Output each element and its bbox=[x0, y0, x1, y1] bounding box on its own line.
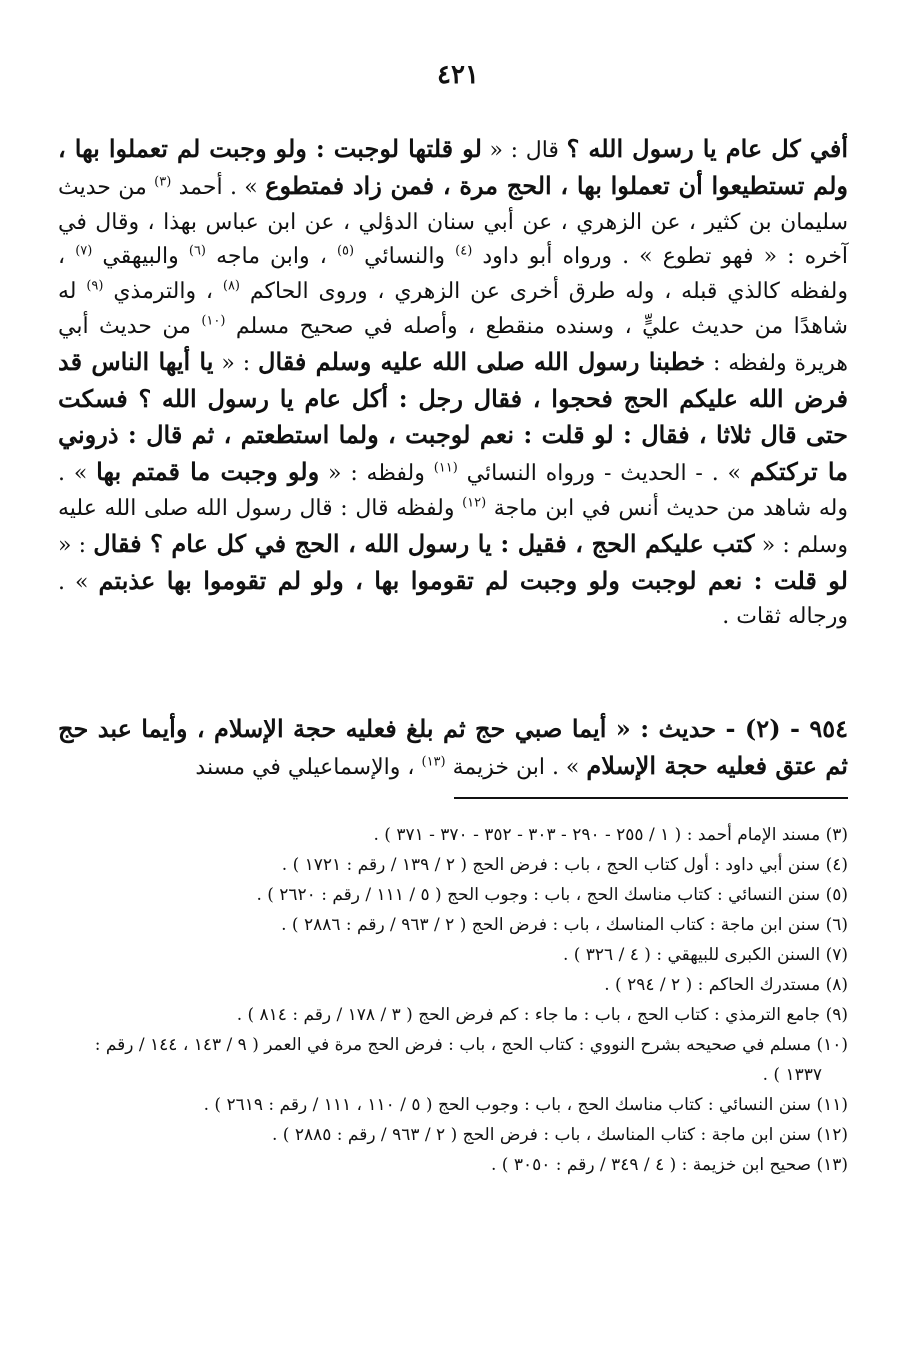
body-text: » . أحمد bbox=[171, 174, 266, 200]
main-paragraph bbox=[58, 132, 848, 635]
hadith-quote-text: لو قلت : نعم لوجبت ولو وجبت لم تقوموا بها ، ولو لم تقوموا بها عذبتم bbox=[98, 565, 848, 595]
hadith-954-paragraph bbox=[58, 712, 848, 786]
body-text: من حديث سليمان بن كثير ، عن الزهري ، عن أبي سنان الدؤلي ، عن ابن عباس بهذا ، وقال في آخره : « فهو تطوع » . ورواه أبو داود bbox=[58, 174, 849, 270]
footnote-ref: (٩) bbox=[86, 278, 104, 294]
footnote-ref: (٣) bbox=[154, 174, 172, 190]
body-text: قال : « bbox=[481, 138, 567, 163]
hadith-quote-text: ولو وجبت ما قمتم بها bbox=[96, 457, 320, 487]
footnote-item: (٨) مستدرك الحاكم : ( ٢ / ٢٩٤ ) . bbox=[604, 975, 848, 995]
hadith-quote-text: كتب عليكم الحج ، فقيل : يا رسول الله ، الحج في كل عام ؟ فقال bbox=[93, 528, 755, 558]
hadith-quote-text: يا أيها الناس قد فرض الله عليكم الحج فحجوا ، فقال رجل : أكل عام يا رسول الله ؟ فسكت حتى قال ثلاثا ، فقال : لو قلت : نعم لوجبت ، ولما استطعتم ، ثم قال : ذروني ما تركتكم bbox=[58, 346, 849, 487]
footnote-item: (٤) سنن أبي داود : أول كتاب الحج ، باب : فرض الحج ( ٢ / ١٣٩ / رقم : ١٧٢١ ) . bbox=[281, 855, 848, 875]
footnote-item: (٩) جامع الترمذي : كتاب الحج ، باب : ما جاء : كم فرض الحج ( ٣ / ١٧٨ / رقم : ٨١٤ ) . bbox=[236, 1005, 848, 1025]
footnote-ref: (٤) bbox=[455, 244, 473, 260]
body-text: » . ابن خزيمة bbox=[445, 754, 587, 780]
footnote-ref: (٥) bbox=[336, 244, 355, 260]
body-text: » . - الحديث - ورواه النسائي bbox=[457, 461, 750, 487]
footnote-item: (١٣) صحيح ابن خزيمة : ( ٤ / ٣٤٩ / رقم : ٣٠٥٠ ) . bbox=[491, 1155, 848, 1175]
body-text: ، والترمذي bbox=[103, 279, 223, 305]
footnote-ref: (٨) bbox=[222, 278, 240, 294]
footnote-item: (٧) السنن الكبرى للبيهقي : ( ٤ / ٣٢٦ ) . bbox=[562, 945, 848, 965]
footnote-ref: (٦) bbox=[188, 244, 206, 260]
footnote-item: (١٠) مسلم في صحيحه بشرح النووي : كتاب الحج ، باب : فرض الحج مرة في العمر ( ٩ / ١٤٣ ، ١٤٤ / رقم : ١٣٣٧ ) . bbox=[94, 1035, 848, 1085]
footnotes-list bbox=[58, 820, 848, 1180]
footnote-ref: (٧) bbox=[75, 244, 93, 260]
footnote-ref: (١١) bbox=[433, 460, 458, 476]
footnote-item: (٦) سنن ابن ماجة : كتاب المناسك ، باب : فرض الحج ( ٢ / ٩٦٣ / رقم : ٢٨٨٦ ) . bbox=[281, 915, 848, 935]
body-text: » . وله شاهد من حديث أنس في ابن ماجة bbox=[58, 461, 848, 521]
body-text: : « bbox=[58, 532, 94, 558]
hadith-quote-text: أيما صبي حج ثم بلغ فعليه حجة الإسلام ، وأيما عبد حج ثم عتق فعليه حجة الإسلام bbox=[58, 714, 848, 780]
hadith-quote-text: خطبنا رسول الله صلى الله عليه وسلم فقال bbox=[258, 346, 706, 376]
footnote-item: (٣) مسند الإمام أحمد : ( ١ / ٢٥٥ - ٢٩٠ - ٣٠٣ - ٣٥٢ - ٣٧٠ - ٣٧١ ) . bbox=[373, 825, 848, 845]
body-text: : « bbox=[213, 350, 259, 376]
footnote-item: (٥) سنن النسائي : كتاب مناسك الحج ، باب : وجوب الحج ( ٥ / ١١١ / رقم : ٢٦٢٠ ) . bbox=[256, 885, 848, 905]
footnote-ref: (١٠) bbox=[201, 313, 226, 329]
body-text: ، والإسماعيلي في مسند bbox=[195, 754, 422, 780]
footnote-ref: (١٢) bbox=[462, 495, 487, 511]
body-text: ، ولفظه كالذي قبله ، وله طرق أخرى عن الزهري ، وروى الحاكم bbox=[58, 244, 848, 305]
body-text: والبيهقي bbox=[92, 244, 189, 270]
footnote-divider bbox=[454, 797, 848, 799]
hadith-quote-text: لو قلتها لوجبت : ولو وجبت لم تعملوا بها ، ولم تستطيعوا أن تعملوا بها ، الحج مرة ، فمن زاد فمتطوع bbox=[58, 134, 849, 200]
page-number: ٤٢١ bbox=[437, 60, 479, 90]
body-text: » . ورجاله ثقات . bbox=[58, 569, 848, 630]
hadith-quote-text: ٩٥٤ - (٢) - حديث : « bbox=[606, 714, 848, 743]
body-text: ولفظه : « bbox=[319, 461, 434, 487]
body-text: له شاهدًا من حديث عليٍّ ، وسنده منقطع ، وأصله في صحيح مسلم bbox=[58, 279, 848, 339]
footnote-item: (١١) سنن النسائي : كتاب مناسك الحج ، باب : وجوب الحج ( ٥ / ١١٠ ، ١١١ / رقم : ٢٦١٩ ) . bbox=[203, 1095, 848, 1115]
body-text: ولفظه قال : قال رسول الله صلى الله عليه وسلم : « bbox=[58, 495, 848, 558]
body-text: ، وابن ماجه bbox=[206, 244, 337, 270]
footnote-ref: (١٣) bbox=[421, 754, 446, 770]
footnote-item: (١٢) سنن ابن ماجة : كتاب المناسك ، باب : فرض الحج ( ٢ / ٩٦٣ / رقم : ٢٨٨٥ ) . bbox=[271, 1125, 848, 1145]
body-text: والنسائي bbox=[354, 244, 456, 270]
body-text: من حديث أبي هريرة ولفظه : bbox=[58, 313, 849, 376]
hadith-quote-text: أفي كل عام يا رسول الله ؟ bbox=[566, 134, 848, 163]
